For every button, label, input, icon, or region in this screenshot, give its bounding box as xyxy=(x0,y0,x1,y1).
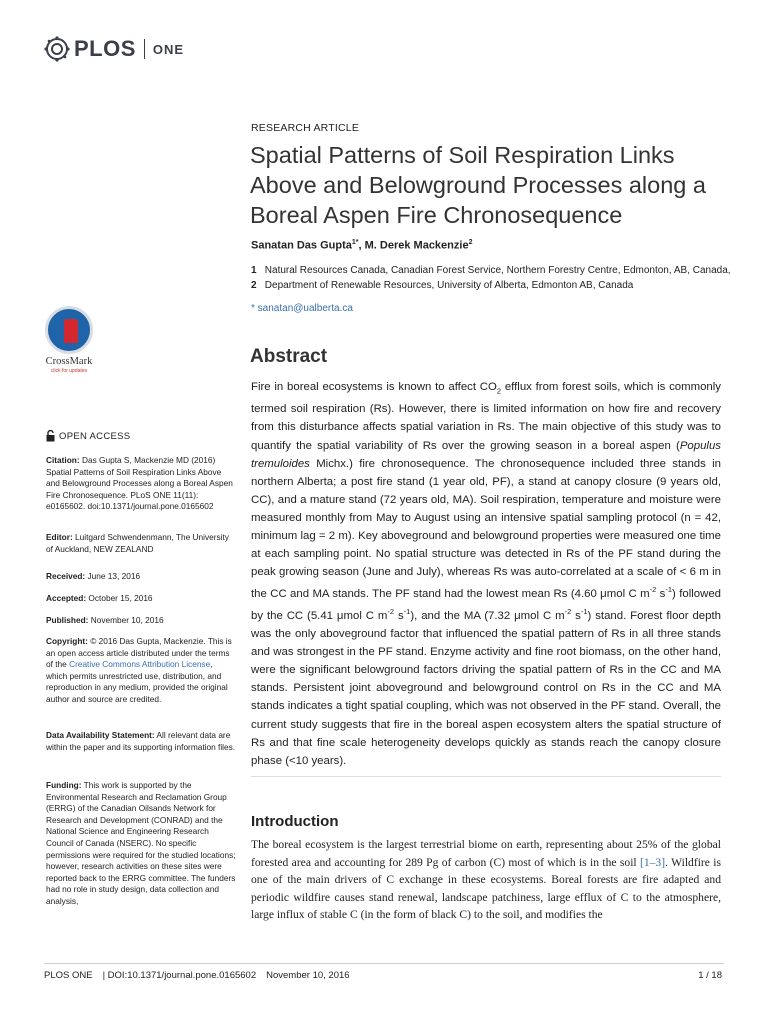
footer-doi: | DOI:10.1371/journal.pone.0165602 xyxy=(102,970,257,981)
article-title: Spatial Patterns of Soil Respiration Links Above and Belowground Processes along a Boreal Aspen Fire Chronosequence xyxy=(250,142,706,228)
logo-wordmark: PLOS xyxy=(74,36,136,61)
affiliation-item xyxy=(251,279,731,294)
affiliation-marker: 1 xyxy=(351,239,356,246)
logo-journal-name: ONE xyxy=(152,41,185,57)
species-name: Populus tremuloides xyxy=(251,439,721,470)
author-list xyxy=(251,239,472,252)
affiliation-text: Department of Renewable Resources, University of Alberta, Edmonton AB, Canada xyxy=(264,279,634,291)
author-name[interactable]: Sanatan Das Gupta xyxy=(251,239,352,252)
corresponding-marker: * xyxy=(355,239,359,246)
open-lock-icon xyxy=(46,430,55,442)
accepted-date: Accepted: October 15, 2016 xyxy=(46,593,153,603)
license-link[interactable]: Creative Commons Attribution License xyxy=(69,659,211,670)
received-date: Received: June 13, 2016 xyxy=(46,571,141,581)
editor-block: Editor: Luitgard Schwendenmann, The University of Auckland, NEW ZEALAND xyxy=(46,532,229,554)
footer-journal: PLOS ONE xyxy=(44,970,93,981)
reference-link[interactable]: [1–3] xyxy=(639,855,666,869)
introduction-heading: Introduction xyxy=(251,813,339,830)
copyright-block: Copyright: © 2016 Das Gupta, Mackenzie. This is an open access article distributed under the terms of the Creative Commons Attribution License, which permits unrestricted use, distribution, and reproduction in any medium, provided the original author and source are credited. xyxy=(46,636,232,704)
footer-date: November 10, 2016 xyxy=(266,970,350,981)
funding-block: Funding: This work is supported by the Environmental Research and Reclamation Group (ERRG) of the Canadian Oilsands Network for Research and Development (CONRAD) and the National Science and Engineering Research Council of Canada (NSERC). No specific permissions were required for the studied locations; however, research activities on these sites were reported back to the ERRG committee. The funders had no role in study design, data collection and analysis, xyxy=(46,780,236,906)
abstract-text: Fire in boreal ecosystems is known to affect $CO_2$ efflux from forest soils, which is commonly termed soil respiration (Rs). However, there is limited information on how fire and recovery from this disturbance affects spatial variation in Rs. The main objective of this study was to quantify the spatial variability of Rs over the growing season in a boreal aspen (Populus tremuloides Michx.) fire chronosequence. The chronosequence included three stands in northern Alberta; a post fire stand (1 year old, PF), a stand at canopy closure (9 years old, CC), and a mature stand (72 years old, MA). Soil respiration, temperature and moisture were measured monthly from May to August using an intensive spatial sampling protocol (n = 42, minimum lag = 2 m). Key aboveground and belowground properties were measured one time at each sampling point. No spatial structure was detected in Rs of the PF stand during the peak growing season (June and July), whereas Rs was auto-correlated at a scale of < 6 m in the CC and MA stands. The PF stand had the lowest mean Rs (4.60 μmol C $m^{-2}$ $s^{-1}$) followed by the CC (5.41 μmol C $m^{-2}$ $s^{-1}$), and the MA (7.32 μmol C $m^{-2}$ $s^{-1}$) stand. Forest floor depth was the only aboveground factor that influenced the spatial pattern of Rs in all three stands and was strongest in the PF stand. Enzyme activity and fine root biomass, on the other hand, were the significant belowground factors driving the spatial pattern of Rs in the CC and MA stands. Persistent joint aboveground and belowground control on Rs in the CC and MA stands indicates a tight spatial coupling, which was not observed in the PF stand. Overall, the current study suggests that fire in the boreal aspen ecosystem alters the spatial structure of Rs and that fine scale heterogeneity develops quickly as stands reach the canopy closure phase (<10 years). xyxy=(251,381,721,767)
open-access-badge xyxy=(46,430,130,442)
introduction-text: The boreal ecosystem is the largest terrestrial biome on earth, representing about 25% of the global forested area and accounting for 289 Pg of carbon (C) most of which is in the soil [1–3]. Wildfire is one of the main drivers of C exchange in these ecosystems. Boreal forests are fire adapted and periodic wildfire causes stand renewal, landscape patchiness, large efflux of C to the atmosphere, large influx of stable C (in the form of black C) to the soil, and modifies the xyxy=(251,838,721,922)
citation-block: Citation: Das Gupta S, Mackenzie MD (2016) Spatial Patterns of Soil Respiration Links Above and Belowground Processes along a Boreal Aspen Fire Chronosequence. PLoS ONE 11(11): e0165602. doi:10.1371/journal.pone.0165602 xyxy=(46,455,233,512)
affiliation-number: 1 xyxy=(251,265,257,276)
affiliation-number: 2 xyxy=(251,279,257,291)
plos-logo-icon xyxy=(44,36,70,62)
author-separator: , xyxy=(358,239,365,252)
data-availability-block: Data Availability Statement: All relevant data are within the paper and its supporting information files. xyxy=(46,730,236,752)
affiliations xyxy=(251,264,731,293)
crossmark-icon xyxy=(45,306,93,354)
crossmark-sublabel: click for updates xyxy=(50,368,88,374)
footer-citation xyxy=(44,970,360,981)
author-name[interactable]: M. Derek Mackenzie xyxy=(364,239,469,252)
corresponding-email-link[interactable]: * sanatan@ualberta.ca xyxy=(251,303,353,314)
open-access-label: OPEN ACCESS xyxy=(59,430,131,442)
page-number: 1 / 18 xyxy=(698,970,722,981)
crossmark-badge[interactable] xyxy=(44,306,94,374)
footer-divider xyxy=(44,963,724,964)
published-date: Published: November 10, 2016 xyxy=(46,615,164,625)
article-type: RESEARCH ARTICLE xyxy=(251,122,360,134)
abstract-heading: Abstract xyxy=(250,346,328,367)
section-divider xyxy=(251,776,721,777)
plos-one-logo[interactable] xyxy=(44,36,184,62)
crossmark-label: CrossMark xyxy=(45,356,93,367)
affiliation-text: Natural Resources Canada, Canadian Forest Service, Northern Forestry Centre, Edmonton, AB, Canada, xyxy=(264,265,731,276)
affiliation-item xyxy=(251,264,731,279)
logo-divider xyxy=(144,39,145,59)
affiliation-marker: 2 xyxy=(468,239,473,246)
